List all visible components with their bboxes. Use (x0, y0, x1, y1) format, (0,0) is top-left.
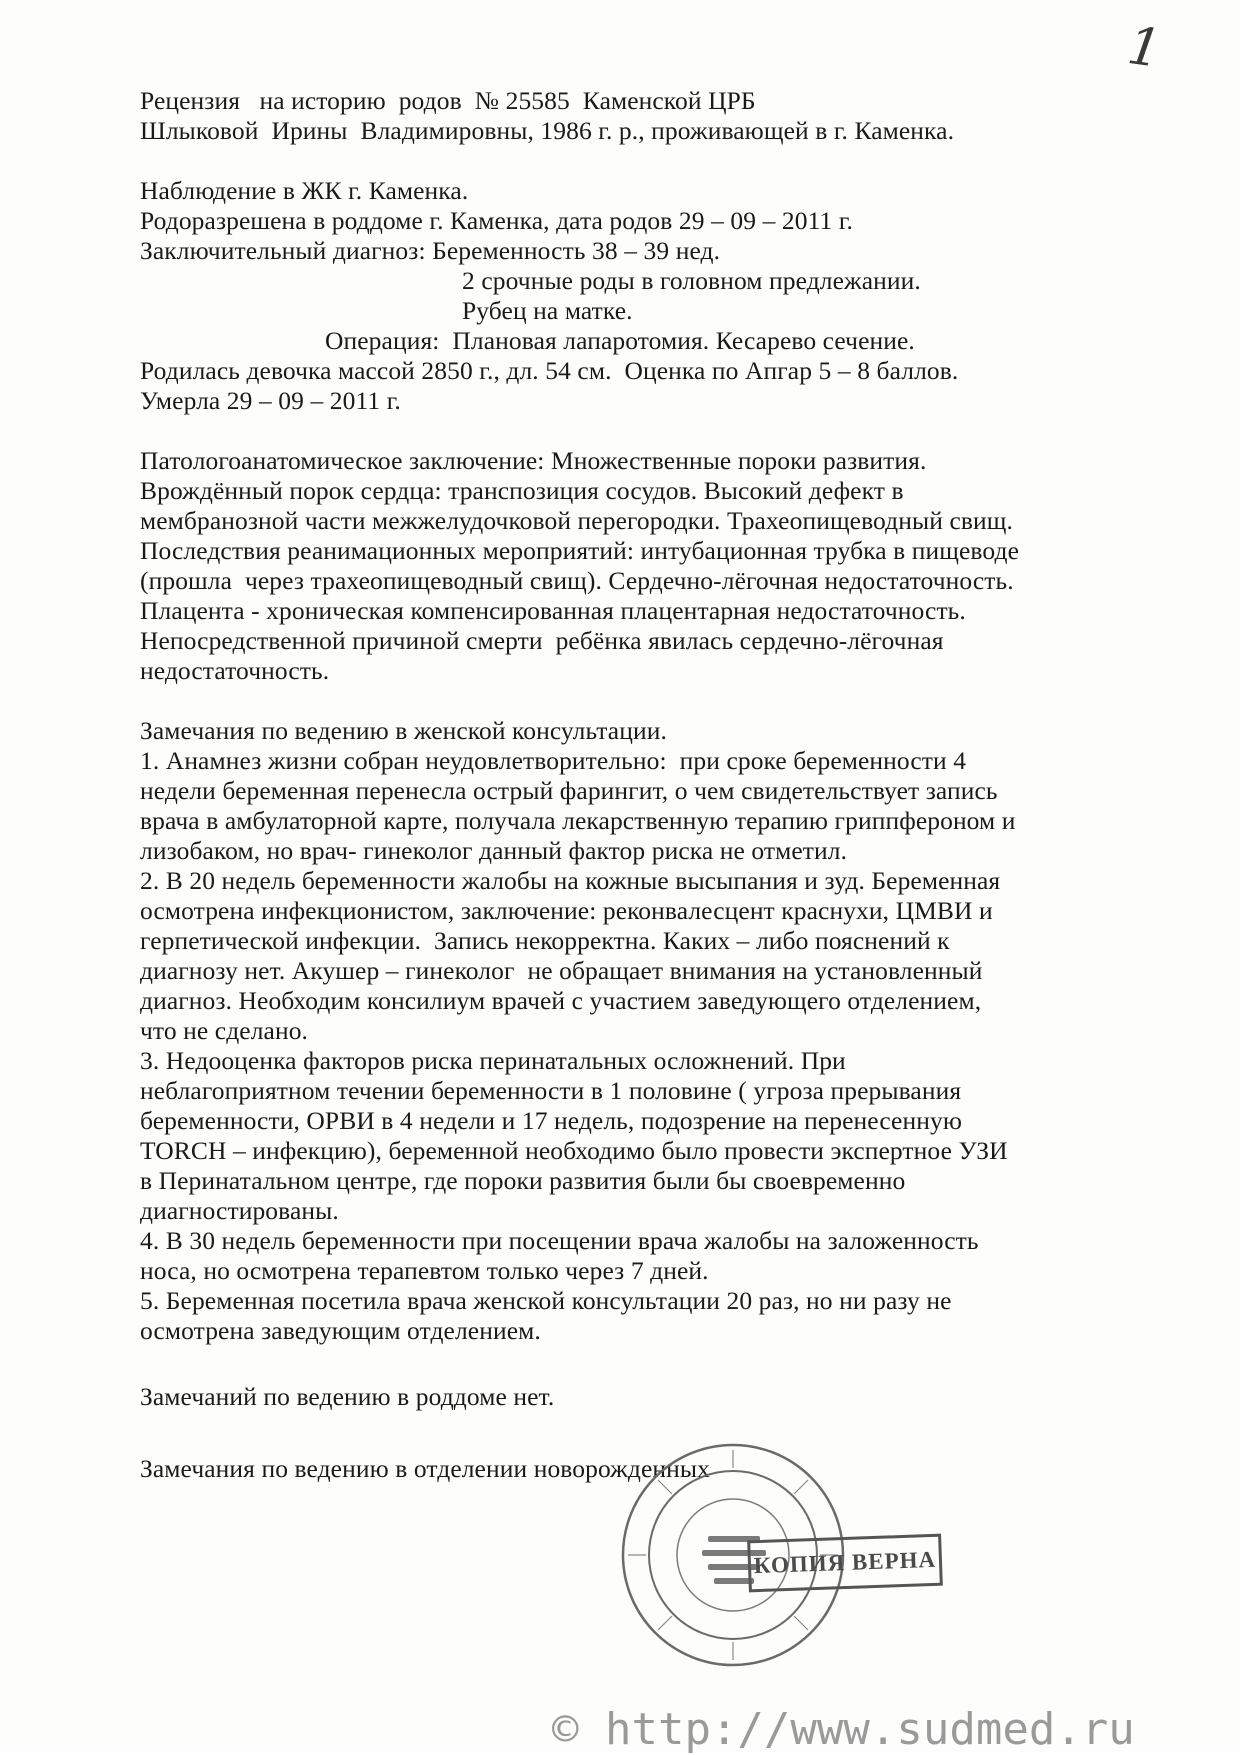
text-line: 2. В 20 недель беременности жалобы на кожные высыпания и зуд. Беременная (140, 866, 1001, 895)
text-line: врача в амбулаторной карте, получала лекарственную терапию гриппфероном и (140, 806, 1016, 835)
text-line: диагноз. Необходим консилиум врачей с участием заведующего отделением, (140, 986, 982, 1015)
text-line: что не сделано. (140, 1016, 309, 1045)
text-line: 1. Анамнез жизни собран неудовлетворительно: при сроке беременности 4 (140, 746, 967, 775)
text-line: 5. Беременная посетила врача женской консультации 20 раз, но ни разу не (140, 1286, 952, 1315)
text-line: 3. Недооценка факторов риска перинатальных осложнений. При (140, 1046, 846, 1075)
text-line: Операция: Плановая лапаротомия. Кесарево сечение. (325, 326, 915, 355)
text-line: мембранозной части межжелудочковой перегородки. Трахеопищеводный свищ. (140, 506, 1013, 535)
text-line: (прошла через трахеопищеводный свищ). Сердечно-лёгочная недостаточность. (140, 566, 1014, 595)
copy-verified-stamp: КОПИЯ ВЕРНА (747, 1534, 943, 1593)
text-line: в Перинатальном центре, где пороки развития были бы своевременно (140, 1166, 906, 1195)
text-line: Непосредственной причиной смерти ребёнка явилась сердечно-лёгочная (140, 626, 944, 655)
header-line-1: Рецензия на историю родов № 25585 Каменской ЦРБ (140, 86, 756, 115)
text-line: 4. В 30 недель беременности при посещении врача жалобы на заложенность (140, 1226, 979, 1255)
text-line: Врождённый порок сердца: транспозиция сосудов. Высокий дефект в (140, 476, 904, 505)
text-line: Последствия реанимационных мероприятий: интубационная трубка в пищеводе (140, 536, 1019, 565)
text-line: недели беременная перенесла острый фарингит, о чем свидетельствует запись (140, 776, 998, 805)
header-line-2: Шлыковой Ирины Владимировны, 1986 г. р., проживающей в г. Каменка. (140, 116, 955, 145)
text-line: беременности, ОРВИ в 4 недели и 17 недель, подозрение на перенесенную (140, 1106, 962, 1135)
text-line: осмотрена инфекционистом, заключение: реконвалесцент краснухи, ЦМВИ и (140, 896, 993, 925)
page-number: 1 (1123, 15, 1166, 81)
text-line: диагностированы. (140, 1196, 339, 1225)
text-line: диагнозу нет. Акушер – гинеколог не обращает внимания на установленный (140, 956, 983, 985)
text-line: Родоразрешена в роддоме г. Каменка, дата родов 29 – 09 – 2011 г. (140, 206, 853, 235)
text-line: осмотрена заведующим отделением. (140, 1316, 541, 1345)
text-line: лизобаком, но врач- гинеколог данный фактор риска не отметил. (140, 836, 848, 865)
text-line: Замечания по ведению в отделении новорожденных (140, 1454, 710, 1483)
watermark: © http://www.sudmed.ru (552, 1704, 1135, 1755)
text-line: Замечаний по ведению в роддоме нет. (140, 1382, 555, 1411)
text-line: носа, но осмотрена терапевтом только через 7 дней. (140, 1256, 709, 1285)
text-line: Умерла 29 – 09 – 2011 г. (140, 386, 401, 415)
text-line: неблагоприятном течении беременности в 1 половине ( угроза прерывания (140, 1076, 962, 1105)
text-line: Плацента - хроническая компенсированная плацентарная недостаточность. (140, 596, 966, 625)
text-line: 2 срочные роды в головном предлежании. (462, 266, 921, 295)
text-line: Наблюдение в ЖК г. Каменка. (140, 176, 469, 205)
text-line: TORCH – инфекцию), беременной необходимо было провести экспертное УЗИ (140, 1136, 1008, 1165)
text-line: Заключительный диагноз: Беременность 38 – 39 нед. (140, 236, 721, 265)
text-line: герпетической инфекции. Запись некорректна. Каких – либо пояснений к (140, 926, 950, 955)
section-heading: Замечания по ведению в женской консультации. (140, 716, 667, 745)
text-line: Рубец на матке. (462, 296, 633, 325)
text-line: недостаточность. (140, 656, 330, 685)
text-line: Патологоанатомическое заключение: Множественные пороки развития. (140, 446, 927, 475)
text-line: Родилась девочка массой 2850 г., дл. 54 см. Оценка по Апгар 5 – 8 баллов. (140, 356, 959, 385)
